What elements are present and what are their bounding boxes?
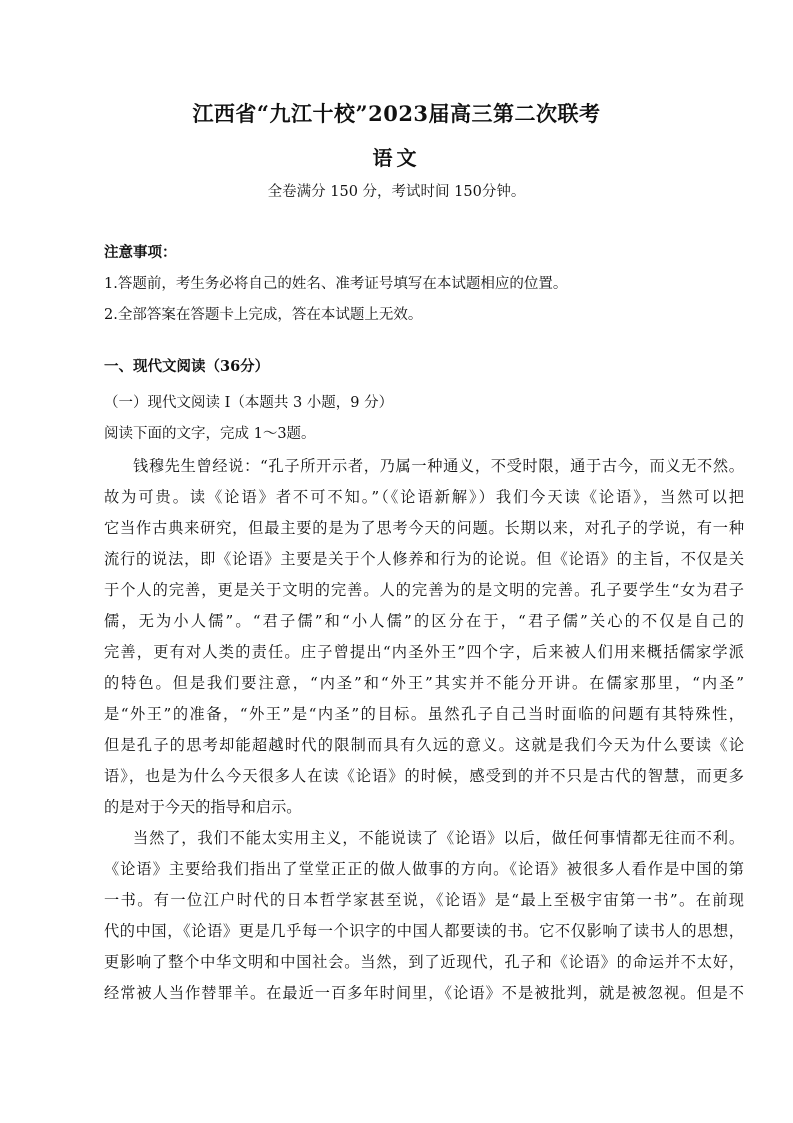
passage-line: 完善，更有对人类的责任。庄子曾提出“内圣外王”四个字，后来被人们用来概括儒家学派 bbox=[104, 643, 744, 661]
exam-meta: 全卷满分 150 分，考试时间 150分钟。 bbox=[267, 184, 526, 200]
passage-line: 流行的说法，即《论语》主要是关于个人修养和行为的论说。但《论语》的主旨，不仅是关 bbox=[104, 550, 744, 568]
section-heading: 一、现代文阅读（36分） bbox=[104, 358, 270, 375]
passage-line: 的是对于今天的指导和启示。 bbox=[104, 798, 302, 816]
notice-heading: 注意事项： bbox=[104, 244, 177, 261]
passage-line: 代的中国，《论语》更是几乎每一个识字的中国人都要读的书。它不仅影响了读书人的思想， bbox=[104, 922, 744, 940]
passage-line: 但是孔子的思考却能超越时代的限制而具有久远的意义。这就是我们今天为什么要读《论 bbox=[104, 736, 744, 754]
passage-line: 的特色。但是我们要注意，“内圣”和“外王”其实并不能分开讲。在儒家那里，“内圣” bbox=[104, 674, 744, 692]
passage-line: 更影响了整个中华文明和中国社会。当然，到了近现代，孔子和《论语》的命运并不太好， bbox=[104, 953, 744, 971]
passage-line: 钱穆先生曾经说：“孔子所开示者，乃属一种通义，不受时限，通于古今，而义无不然。 bbox=[133, 457, 744, 475]
subsection-heading: （一）现代文阅读 I（本题共 3 小题，9 分） bbox=[104, 395, 394, 411]
passage-line: 于个人的完善，更是关于文明的完善。人的完善为的是文明的完善。孔子要学生“女为君子 bbox=[104, 581, 744, 599]
passage-line: 《论语》主要给我们指出了堂堂正正的做人做事的方向。《论语》被很多人看作是中国的第 bbox=[104, 860, 744, 878]
passage-line: 它当作古典来研究，但最主要的是为了思考今天的问题。长期以来，对孔子的学说，有一种 bbox=[104, 519, 744, 537]
passage-line: 当然了，我们不能太实用主义，不能说读了《论语》以后，做任何事情都无往而不利。 bbox=[133, 829, 744, 847]
subject-title: 语文 bbox=[372, 146, 421, 170]
passage-line: 语》，也是为什么今天很多人在读《论语》的时候，感受到的并不只是古代的智慧，而更多 bbox=[104, 767, 744, 785]
reading-instruction: 阅读下面的文字，完成 1～3题。 bbox=[104, 426, 316, 442]
exam-title: 江西省“九江十校”2023届高三第二次联考 bbox=[192, 101, 601, 126]
passage-line: 故为可贵。读《论语》者不可不知。”（《论语新解》）我们今天读《论语》，当然可以把 bbox=[104, 488, 744, 506]
passage-line: 经常被人当作替罪羊。在最近一百多年时间里，《论语》不是被批判，就是被忽视。但是不 bbox=[104, 984, 744, 1002]
passage-line: 一书。有一位江户时代的日本哲学家甚至说，《论语》是“最上至极宇宙第一书”。在前现 bbox=[104, 891, 744, 909]
notice-item-2: 2.全部答案在答题卡上完成，答在本试题上无效。 bbox=[104, 307, 423, 323]
passage-line: 是“外王”的准备，“外王”是“内圣”的目标。虽然孔子自己当时面临的问题有其特殊性， bbox=[104, 705, 744, 723]
passage-line: 儒，无为小人儒”。“君子儒”和“小人儒”的区分在于，“君子儒”关心的不仅是自己的 bbox=[104, 612, 744, 630]
notice-item-1: 1.答题前，考生务必将自己的姓名、准考证号填写在本试题相应的位置。 bbox=[104, 276, 568, 292]
